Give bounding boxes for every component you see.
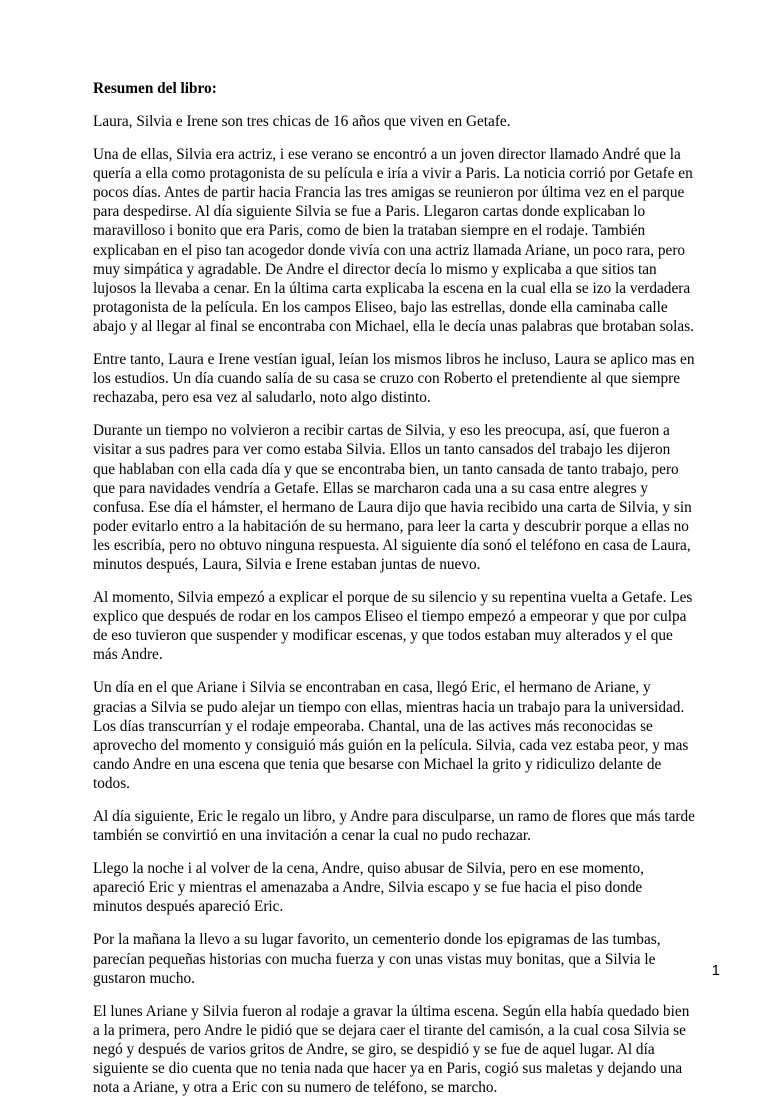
paragraph-8: Llego la noche i al volver de la cena, Andre, quiso abusar de Silvia, pero en ese momento, apareció Eric y mientras el amenazaba a Andre, Silvia escapo y se fue hacia el piso donde minutos después apareció Eric. — [93, 860, 644, 916]
paragraph-7: Al día siguiente, Eric le regalo un libro, y Andre para disculparse, un ramo de flores que más tarde también se convirtió en una invitación a cenar la cual no pudo rechazar. — [93, 808, 695, 845]
paragraph-1: Laura, Silvia e Irene son tres chicas de 16 años que viven en Getafe. — [93, 113, 511, 130]
paragraph-4: Durante un tiempo no volvieron a recibir cartas de Silvia, y eso les preocupa, así, que fueron a visitar a sus padres para ver como estaba Silvia. Ellos un tanto cansados del trabajo les dijeron que hablaban con ella cada día y que se encontraba bien, un tanto cansada de tanto trabajo, pero que para navidades vendría a Getafe. Ellas se marcharon cada una a su casa entre alegres y confusa. Ese día el hámster, el hermano de Laura dijo que havia recibido una carta de Silvia, y sin poder evitarlo entro a la habitación de su hermano, para leer la carta y descubrir porque a ellas no les escribía, pero no obtuvo ninguna respuesta. Al siguiente día sonó el teléfono en casa de Laura, minutos después, Laura, Silvia e Irene estaban juntas de nuevo. — [93, 422, 692, 573]
paragraph-3: Entre tanto, Laura e Irene vestían igual, leían los mismos libros he incluso, Laura se aplico mas en los estudios. Un día cuando salía de su casa se cruzo con Roberto el pretendiente al que siempre rechazaba, pero esa vez al saludarlo, noto algo distinto. — [93, 351, 695, 407]
page-number: 1 — [711, 962, 720, 979]
paragraph-6: Un día en el que Ariane i Silvia se encontraban en casa, llegó Eric, el hermano de Ariane, y gracias a Silvia se pudo alejar un tiempo con ellas, mientras hacia un trabajo para la universidad. Los días transcurrían y el rodaje empeoraba. Chantal, una de las actives más reconocidas se aprovecho del momento y consiguió más guión en la película. Silvia, cada vez estaba peor, y mas cando Andre en una escena que tenia que besarse con Michael la grito y ridiculizo delante de todos. — [93, 679, 689, 792]
paragraph-2: Una de ellas, Silvia era actriz, i ese verano se encontró a un joven director llamado André que la quería a ella como protagonista de su película e iría a vivir a Paris. La noticia corrió por Getafe en pocos días. Antes de partir hacia Francia las tres amigas se reunieron por última vez en el parque para despedirse. Al día siguiente Silvia se fue a Paris. Llegaron cartas donde explicaban lo maravilloso i bonito que era Paris, como de bien la trataban siempre en el rodaje. También explicaban en el piso tan acogedor donde vivía con una actriz llamada Ariane, un poco rara, pero muy simpática y agradable. De Andre el director decía lo mismo y explicaba a que sitios tan lujosos la llevaba a cenar. En la última carta explicaba la escena en la cual ella se izo la verdadera protagonista de la película. En los campos Eliseo, bajo las estrellas, donde ella caminaba calle abajo y al llegar al final se encontraba con Michael, ella le decía unas palabras que brotaban solas. — [93, 146, 694, 335]
paragraph-5: Al momento, Silvia empezó a explicar el porque de su silencio y su repentina vuelta a Getafe. Les explico que después de rodar en los campos Eliseo el tiempo empezó a empeorar y que por culpa de eso tuvieron que suspender y modificar escenas, y que todos estaban muy alterados y el que más Andre. — [93, 589, 693, 664]
paragraph-9: Por la mañana la llevo a su lugar favorito, un cementerio donde los epigramas de las tumbas, parecían pequeñas historias con mucha fuerza y con unas vistas muy bonitas, que a Silvia le gustaron mucho. — [93, 931, 661, 987]
paragraph-10: El lunes Ariane y Silvia fueron al rodaje a gravar la última escena. Según ella había quedado bien a la primera, pero Andre le pidió que se dejara caer el tirante del camisón, a la cual cosa Silvia se negó y después de varios gritos de Andre, se giro, se despidió y se fue de aquel lugar. Al día siguiente se dio cuenta que no tenia nada que hacer ya en Paris, cogió sus maletas y dejando una nota a Ariane, y otra a Eric con su numero de teléfono, se marcho. — [93, 1002, 690, 1097]
document-title: Resumen del libro: — [93, 80, 217, 97]
document-page — [93, 79, 695, 1111]
